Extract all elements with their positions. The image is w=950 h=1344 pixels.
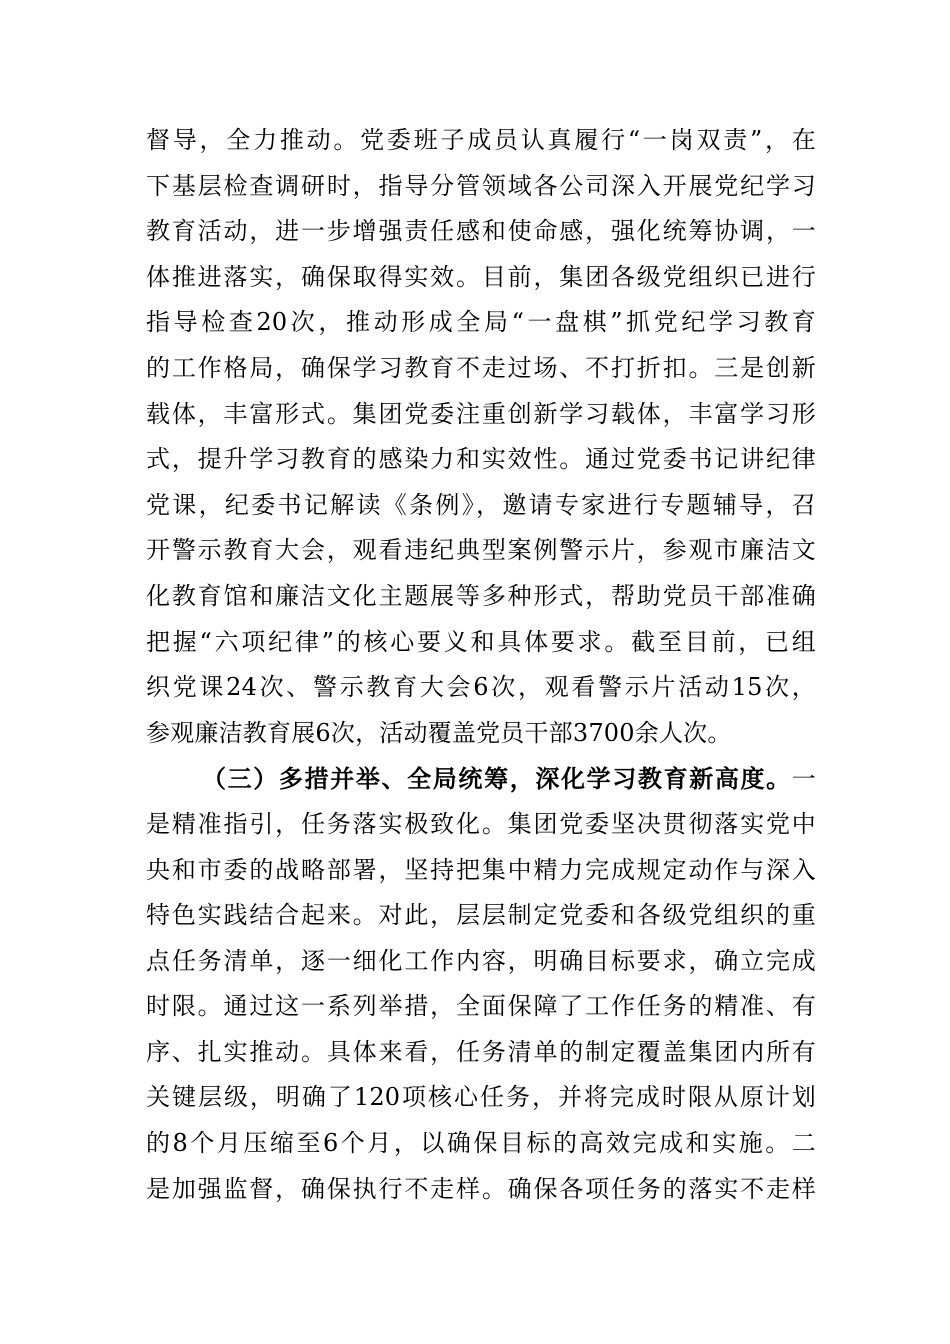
heading-tail-text: 一	[791, 765, 816, 794]
text-line: 是加强监督，确保执行不走样。确保各项任务的落实不走样	[146, 1174, 816, 1203]
text-line: 央和市委的战略部署，坚持把集中精力完成规定动作与深入	[146, 855, 816, 884]
text-line: 式，提升学习教育的感染力和实效性。通过党委书记讲纪律	[146, 445, 816, 474]
text-line: 参观廉洁教育展6次，活动覆盖党员干部3700余人次。	[146, 718, 732, 747]
text-line: 体推进落实，确保取得实效。目前，集团各级党组织已进行	[146, 262, 816, 291]
body-text	[146, 118, 816, 1212]
text-line: 党课，纪委书记解读《条例》，邀请专家进行专题辅导，召	[146, 490, 816, 519]
text-line: 的工作格局，确保学习教育不走过场、不打折扣。三是创新	[146, 353, 816, 382]
text-line: 序、扎实推动。具体来看，任务清单的制定覆盖集团内所有	[146, 1037, 816, 1066]
text-line: 的8个月压缩至6个月，以确保目标的高效完成和实施。二	[146, 1129, 816, 1158]
text-line: 是精准指引，任务落实极致化。集团党委坚决贯彻落实党中	[146, 809, 816, 838]
text-line: 把握“六项纪律”的核心要义和具体要求。截至目前，已组	[146, 627, 816, 656]
text-line: 指导检查20次，推动形成全局“一盘棋”抓党纪学习教育	[146, 308, 816, 337]
text-line: 时限。通过这一系列举措，全面保障了工作任务的精准、有	[146, 992, 816, 1021]
text-line: 载体，丰富形式。集团党委注重创新学习载体，丰富学习形	[146, 399, 816, 428]
text-line: 教育活动，进一步增强责任感和使命感，强化统筹协调，一	[146, 217, 816, 246]
text-line: 点任务清单，逐一细化工作内容，明确目标要求，确立完成	[146, 946, 816, 975]
text-line: 督导，全力推动。党委班子成员认真履行“一岗双责”，在	[146, 126, 816, 154]
text-line: 关键层级，明确了120项核心任务，并将完成时限从原计划	[146, 1083, 816, 1112]
text-line: 织党课24次、警示教育大会6次，观看警示片活动15次，	[146, 673, 816, 702]
text-line: 下基层检查调研时，指导分管领域各公司深入开展党纪学习	[146, 171, 816, 200]
text-line: 开警示教育大会，观看违纪典型案例警示片，参观市廉洁文	[146, 536, 816, 565]
text-line: 特色实践结合起来。对此，层层制定党委和各级党组织的重	[146, 901, 816, 930]
text-line: 化教育馆和廉洁文化主题展等多种形式，帮助党员干部准确	[146, 581, 816, 610]
section-heading: （三）多措并举、全局统筹，深化学习教育新高度。	[202, 764, 792, 794]
section-heading-line	[146, 756, 816, 802]
